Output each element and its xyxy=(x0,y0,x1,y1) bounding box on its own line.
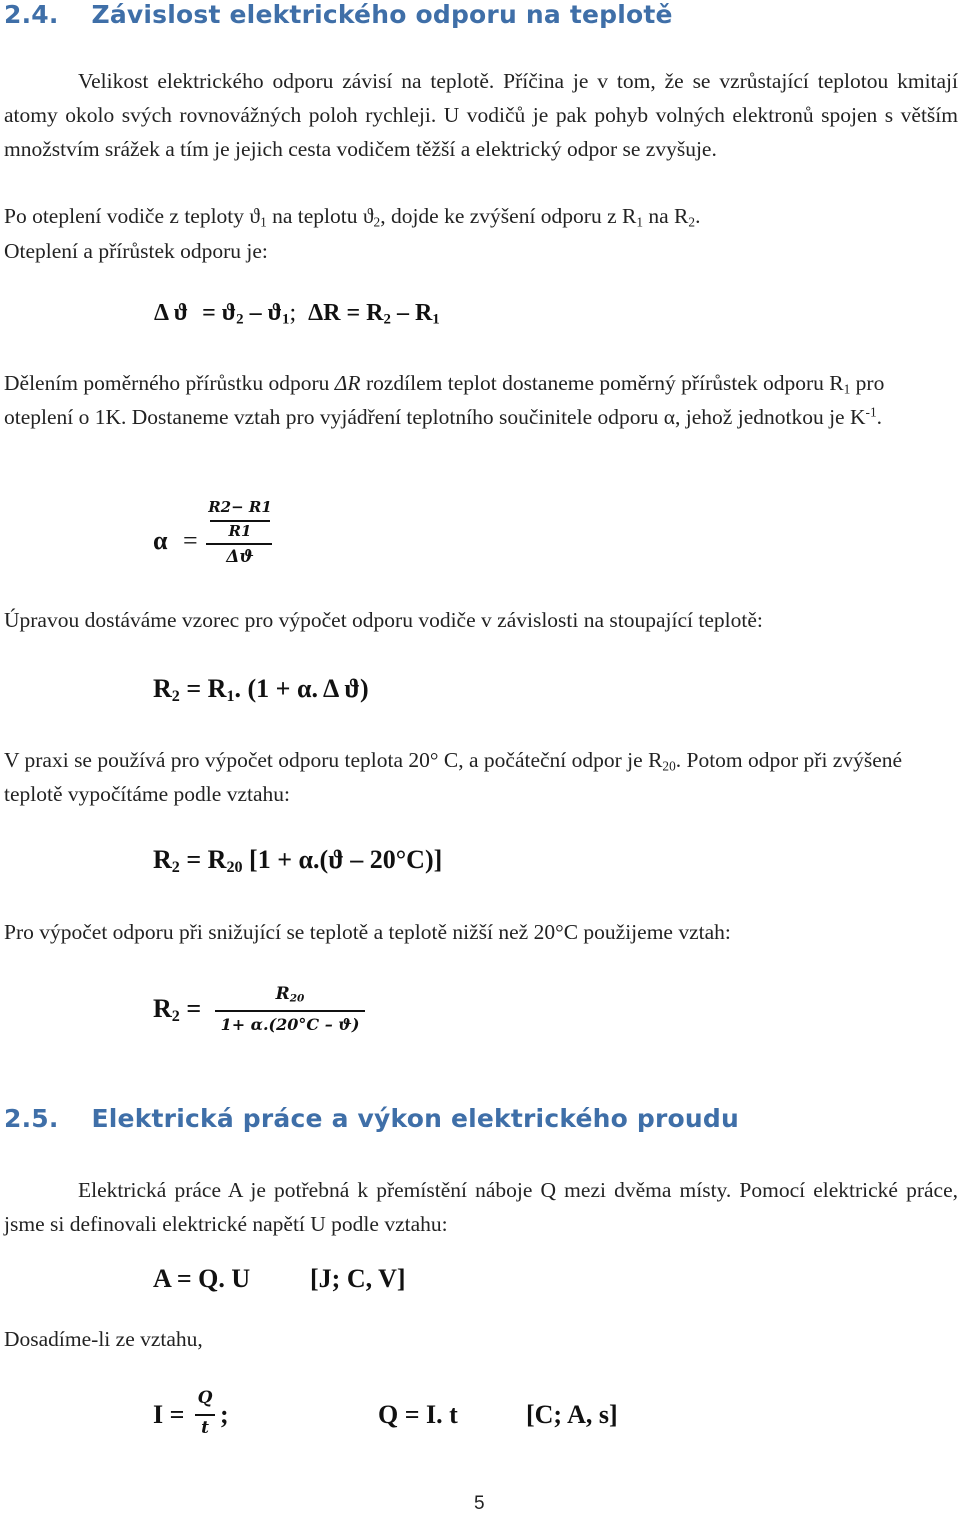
alpha-denominator: Δϑ xyxy=(226,547,254,567)
formula-charge: Q = I. t xyxy=(378,1400,458,1429)
paragraph-rising: Úpravou dostáváme vzorec pro výpočet odporu vodiče v závislosti na stoupající teplotě: xyxy=(4,608,763,632)
formula-work: A = Q. U xyxy=(153,1264,251,1293)
section-heading-2-4 xyxy=(4,0,673,29)
alpha-numerator-bottom: R1 xyxy=(228,522,252,540)
formula-r2-lower-lhs: $R_2$ = xyxy=(153,994,202,1026)
alpha-symbol: α xyxy=(153,526,168,555)
alpha-equals: = xyxy=(183,526,198,555)
formula-r2-lower-bar xyxy=(215,1010,365,1012)
formula-delta: Δ $ϑ = ϑ_2 - ϑ_1$; $\Delta R = R_2 - R_1$ xyxy=(154,300,440,328)
page-number: 5 xyxy=(474,1493,485,1514)
paragraph-division: Dělením poměrného přírůstku odporu ΔR rozdílem teplot dostaneme poměrný přírůstek odporu $R_1$ pro oteplení o 1K. Dostaneme vztah pro vyjádření teplotního součinitele odporu α, jehož jednotkou je $K^{-1}$. xyxy=(4,371,885,429)
formula-r2-lower-denominator: 1+ α.(20°C – ϑ) xyxy=(220,1015,360,1034)
formula-charge-units: [C; A, s] xyxy=(526,1400,618,1429)
formula-current-semicolon: ; xyxy=(220,1400,229,1429)
formula-r2-rise: $R_2 = R_1$. (1 + α. Δ ϑ) xyxy=(153,674,369,706)
formula-current-denominator: t xyxy=(201,1418,209,1438)
section-number: 2.5. xyxy=(4,1104,59,1133)
section-title: Elektrická práce a výkon elektrického proudu xyxy=(91,1104,740,1133)
paragraph-increment: Oteplení a přírůstek odporu je: xyxy=(4,239,268,263)
paragraph-intro: Velikost elektrického odporu závisí na teplotě. Příčina je v tom, že se vzrůstající teplotou kmitají atomy okolo svých rovnovážných poloh rychleji. U vodičů je pak pohyb volných elektronů spojen s větším množstvím srážek a tím je jejich cesta vodičem těžší a elektrický odpor se zvyšuje. xyxy=(4,69,958,161)
section-title: Závislost elektrického odporu na teplotě xyxy=(91,0,673,29)
paragraph-practice: V praxi se používá pro výpočet odporu teplota 20° C, a počáteční odpor je $R_{20}$. Potom odpor při zvýšené teplotě vypočítáme podle vztahu: xyxy=(4,748,903,806)
formula-r2-lower-numerator: $R_{20}$ xyxy=(275,984,305,1005)
formula-r2-r20: $R_2 = R_{20}$ [1 + α.(ϑ – 20°C)] xyxy=(153,845,443,877)
alpha-numerator-top: R2− R1 xyxy=(208,498,272,516)
formula-current-numerator: Q xyxy=(197,1388,213,1408)
section-number: 2.4. xyxy=(4,0,59,29)
formula-current-bar xyxy=(195,1414,215,1416)
section-heading-2-5 xyxy=(4,1104,739,1133)
alpha-main-bar xyxy=(206,543,272,545)
paragraph-lowering: Pro výpočet odporu při snižující se teplotě a teplotě nižší než 20°C použijeme vztah: xyxy=(4,920,731,944)
formula-current-lhs: I = xyxy=(153,1400,185,1429)
paragraph-substitute: Dosadíme-li ze vztahu, xyxy=(4,1327,203,1351)
formula-work-units: [J; C, V] xyxy=(310,1264,406,1293)
paragraph-heating: Po oteplení vodiče z teploty $ϑ_1$ na teplotu $ϑ_2$, dojde ke zvýšení odporu z $R_1$ na $R_2$. xyxy=(4,204,701,230)
paragraph-work: Elektrická práce A je potřebná k přemístění náboje Q mezi dvěma místy. Pomocí elektrické práce, jsme si definovali elektrické napětí U podle vztahu: xyxy=(4,1178,958,1236)
